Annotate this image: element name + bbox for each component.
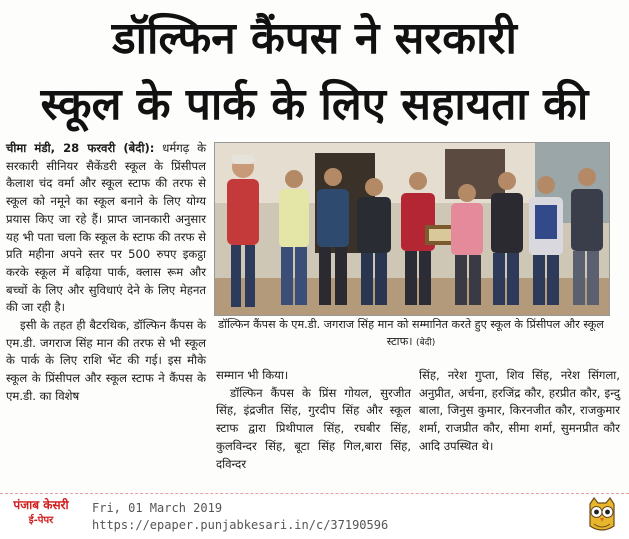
epaper-link[interactable]: https://epaper.punjabkesari.in/c/37190596	[92, 518, 389, 532]
article-column-3	[419, 367, 620, 456]
article-column-1	[6, 140, 206, 406]
group-photo-illustration	[215, 143, 609, 315]
logo-subtitle: ई-पेपर	[28, 515, 54, 526]
column-3-body: सिंह, नरेश गुप्ता, शिव सिंह, नरेश सिंगला, अनुप्रीत, अर्चना, हरजिंद्र कौर, हरप्रीत कौर, इन्दु बाला, जिनुस कुमार, किरनजीत कौर, राजकुमार शर्मा, राजप्रीत कौर, सीमा शर्मा, सुमनप्रीत कौर आदि उपस्थित थे।	[419, 368, 620, 453]
article-column-2	[216, 367, 411, 473]
headline-line-2: स्कूल के पार्क के लिए सहायता की	[40, 79, 589, 130]
article-body-paragraph-1: धर्मगढ़ के सरकारी सीनियर सैकेंडरी स्कूल के प्रिंसीपल कैलाश चंद वर्मा और स्कूल स्टाफ की तरफ से स्कूल को नमूने का स्कूल बनाने के लिए योग्य प्रयास किए जा रहे हैं। प्राप्त जानकारी अनुसार यह भी पता चला कि स्कूल के स्टाफ की तरफ से प्रति महीना अपने स्तर पर 500 रुपए इकट्ठा करके स्कूल में बढ़िया पार्क, क्लास रूम और बच्चों के लिए और सुविधाएं देने के लिए मेहनत की जा रही है।	[6, 141, 207, 315]
headline-line-1: डॉल्फिन कैंपस ने सरकारी	[112, 13, 517, 64]
dateline: चीमा मंडी, 28 फरवरी (बेदी):	[6, 141, 155, 155]
column-2-body: डॉल्फिन कैंपस के प्रिंस गोयल, सुरजीत सिंह, इंद्रजीत सिंह, गुरदीप सिंह और स्कूल स्टाफ द्वारा प्रिथीपाल सिंह, रघबीर सिंह, कुलविन्दर सिंह, बूटा सिंह गिल,बारा सिंह, दविन्दर	[216, 385, 411, 471]
photo-credit: (बेदी)	[416, 338, 436, 348]
logo-title: पंजाब केसरी	[13, 498, 69, 512]
edition-date: Fri, 01 March 2019	[92, 501, 223, 515]
article-body-paragraph-2: इसी के तहत ही बैटरथिक, डॉल्फिन कैंपस के एम.डी. जगराज सिंह मान की तरफ से भी स्कूल के पार्क के लिए राशि भेंट की गई। इस मौके स्कूल के प्रिंसीपल और स्कूल स्टाफ ने कैंपस के एम.डी. का विशेष	[6, 318, 206, 403]
photo-caption	[214, 316, 608, 352]
news-photo	[214, 142, 610, 316]
column-2-first-line: सम्मान भी किया।	[216, 368, 289, 382]
caption-text: डॉल्फिन कैंपस के एम.डी. जगराज सिंह मान को सम्मानित करते हुए स्कूल के प्रिंसीपल और स्कूल स्टाफ।	[218, 318, 604, 348]
punjab-kesari-logo[interactable]	[4, 497, 78, 535]
owl-icon	[584, 496, 620, 534]
